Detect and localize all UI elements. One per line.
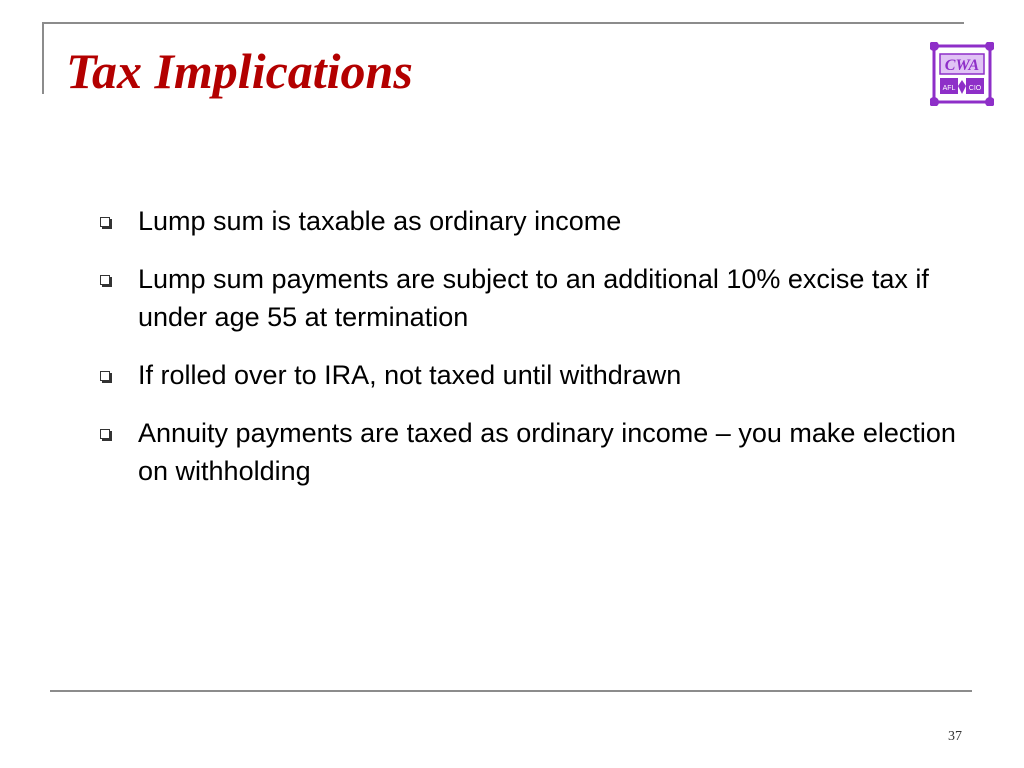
page-number: 37 [948, 729, 962, 744]
square-bullet-icon [100, 371, 110, 381]
bullet-text: Lump sum is taxable as ordinary income [138, 206, 622, 236]
square-bullet-icon [100, 217, 110, 227]
footer-rule [50, 690, 972, 692]
square-bullet-icon [100, 429, 110, 439]
bullet-text: Annuity payments are taxed as ordinary income – you make election on withholding [138, 418, 956, 486]
bullet-list [100, 202, 970, 510]
bullet-text: If rolled over to IRA, not taxed until withdrawn [138, 360, 682, 390]
svg-text:CIO: CIO [968, 85, 982, 92]
bullet-item [100, 414, 970, 490]
bullet-item [100, 202, 970, 240]
bullet-item [100, 260, 970, 336]
cwa-logo [930, 42, 994, 106]
left-frame-line [42, 22, 44, 94]
square-bullet-icon [100, 275, 110, 285]
svg-text:CWA: CWA [944, 57, 980, 74]
top-frame-line [42, 22, 964, 24]
slide-title: Tax Implications [66, 43, 413, 99]
bullet-item [100, 356, 970, 394]
bullet-text: Lump sum payments are subject to an additional 10% excise tax if under age 55 at termination [138, 264, 929, 332]
svg-text:AFL: AFL [942, 85, 956, 92]
